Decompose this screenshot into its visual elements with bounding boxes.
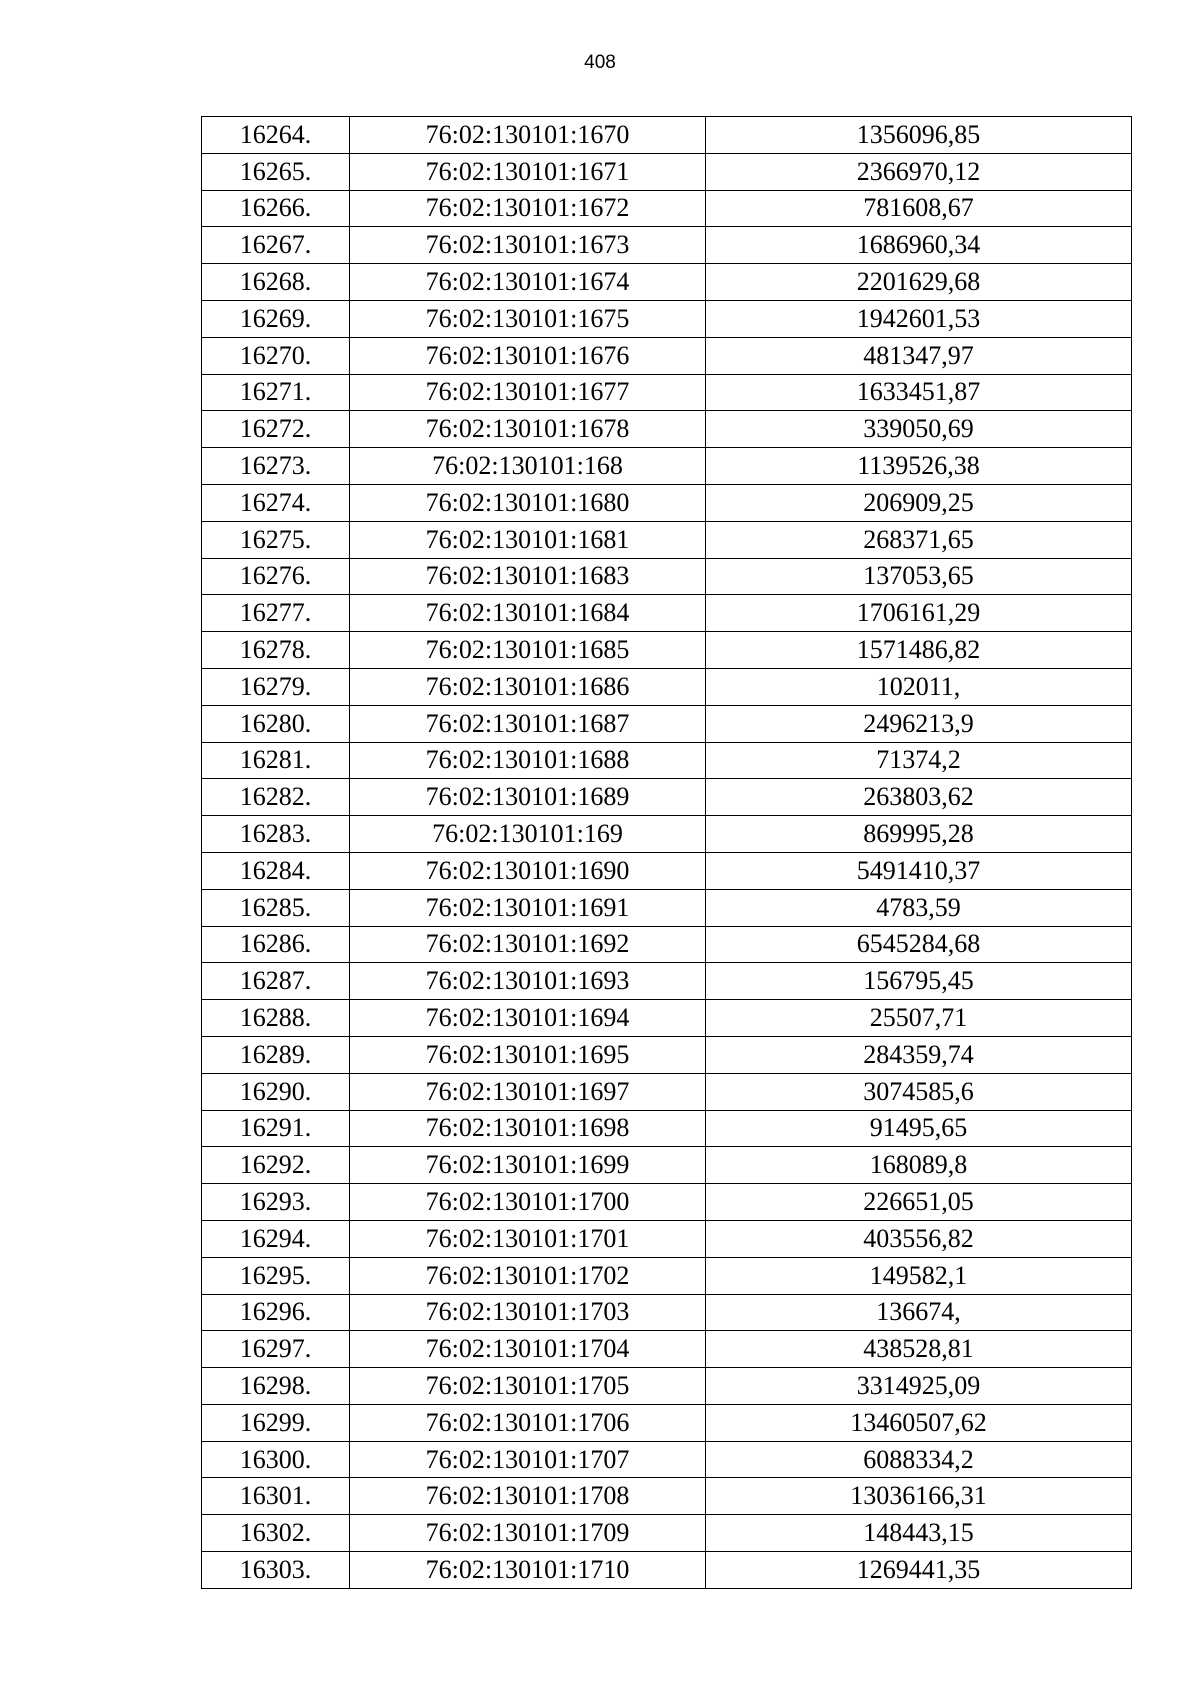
table-row <box>202 448 1132 485</box>
cadastral-number-cell: 76:02:130101:1703 <box>350 1294 706 1331</box>
cadastral-value-cell: 1686960,34 <box>706 227 1132 264</box>
row-number-cell: 16294. <box>202 1220 350 1257</box>
table-row <box>202 300 1132 337</box>
cadastral-value-cell: 226651,05 <box>706 1184 1132 1221</box>
cadastral-number-cell: 76:02:130101:1704 <box>350 1331 706 1368</box>
row-number-cell: 16271. <box>202 374 350 411</box>
row-number-cell: 16281. <box>202 742 350 779</box>
row-number-cell: 16290. <box>202 1073 350 1110</box>
table-row <box>202 1552 1132 1589</box>
row-number-cell: 16272. <box>202 411 350 448</box>
cadastral-number-cell: 76:02:130101:1690 <box>350 852 706 889</box>
cadastral-number-cell: 76:02:130101:1691 <box>350 889 706 926</box>
row-number-cell: 16265. <box>202 153 350 190</box>
cadastral-number-cell: 76:02:130101:1688 <box>350 742 706 779</box>
table-row <box>202 1331 1132 1368</box>
cadastral-number-cell: 76:02:130101:1701 <box>350 1220 706 1257</box>
row-number-cell: 16278. <box>202 632 350 669</box>
row-number-cell: 16296. <box>202 1294 350 1331</box>
table-row <box>202 1073 1132 1110</box>
table-body <box>202 117 1132 1589</box>
table-row <box>202 779 1132 816</box>
cadastral-value-cell: 1139526,38 <box>706 448 1132 485</box>
row-number-cell: 16269. <box>202 300 350 337</box>
row-number-cell: 16297. <box>202 1331 350 1368</box>
cadastral-value-cell: 1706161,29 <box>706 595 1132 632</box>
cadastral-value-cell: 3074585,6 <box>706 1073 1132 1110</box>
cadastral-value-cell: 1269441,35 <box>706 1552 1132 1589</box>
row-number-cell: 16275. <box>202 521 350 558</box>
cadastral-number-cell: 76:02:130101:1687 <box>350 705 706 742</box>
row-number-cell: 16274. <box>202 484 350 521</box>
cadastral-value-cell: 2201629,68 <box>706 264 1132 301</box>
row-number-cell: 16298. <box>202 1368 350 1405</box>
cadastral-number-cell: 76:02:130101:1706 <box>350 1404 706 1441</box>
cadastral-number-cell: 76:02:130101:1677 <box>350 374 706 411</box>
cadastral-value-cell: 403556,82 <box>706 1220 1132 1257</box>
cadastral-number-cell: 76:02:130101:1674 <box>350 264 706 301</box>
table-row <box>202 337 1132 374</box>
cadastral-value-cell: 438528,81 <box>706 1331 1132 1368</box>
cadastral-value-cell: 1571486,82 <box>706 632 1132 669</box>
table-row <box>202 963 1132 1000</box>
cadastral-value-cell: 781608,67 <box>706 190 1132 227</box>
table-row <box>202 411 1132 448</box>
cadastral-value-cell: 149582,1 <box>706 1257 1132 1294</box>
row-number-cell: 16282. <box>202 779 350 816</box>
row-number-cell: 16288. <box>202 1000 350 1037</box>
cadastral-number-cell: 76:02:130101:1678 <box>350 411 706 448</box>
cadastral-number-cell: 76:02:130101:1708 <box>350 1478 706 1515</box>
table-row <box>202 521 1132 558</box>
table-row <box>202 1441 1132 1478</box>
cadastral-value-cell: 5491410,37 <box>706 852 1132 889</box>
cadastral-number-cell: 76:02:130101:1681 <box>350 521 706 558</box>
cadastral-value-cell: 3314925,09 <box>706 1368 1132 1405</box>
cadastral-value-cell: 869995,28 <box>706 816 1132 853</box>
table-row <box>202 264 1132 301</box>
table-row <box>202 1220 1132 1257</box>
cadastral-value-cell: 284359,74 <box>706 1036 1132 1073</box>
cadastral-value-cell: 1942601,53 <box>706 300 1132 337</box>
cadastral-number-cell: 76:02:130101:1693 <box>350 963 706 1000</box>
row-number-cell: 16286. <box>202 926 350 963</box>
cadastral-value-cell: 91495,65 <box>706 1110 1132 1147</box>
table-row <box>202 1036 1132 1073</box>
table-row <box>202 558 1132 595</box>
cadastral-value-cell: 4783,59 <box>706 889 1132 926</box>
table-row <box>202 632 1132 669</box>
row-number-cell: 16283. <box>202 816 350 853</box>
table-row <box>202 1294 1132 1331</box>
table-row <box>202 1257 1132 1294</box>
table-row <box>202 926 1132 963</box>
table-row <box>202 1478 1132 1515</box>
table-row <box>202 484 1132 521</box>
cadastral-number-cell: 76:02:130101:1699 <box>350 1147 706 1184</box>
cadastral-number-cell: 76:02:130101:1686 <box>350 668 706 705</box>
table-row <box>202 1110 1132 1147</box>
table-row <box>202 668 1132 705</box>
cadastral-number-cell: 76:02:130101:1675 <box>350 300 706 337</box>
table-row <box>202 816 1132 853</box>
cadastral-number-cell: 76:02:130101:1710 <box>350 1552 706 1589</box>
table-row <box>202 1147 1132 1184</box>
cadastral-number-cell: 76:02:130101:1698 <box>350 1110 706 1147</box>
row-number-cell: 16270. <box>202 337 350 374</box>
cadastral-value-cell: 13460507,62 <box>706 1404 1132 1441</box>
cadastral-value-table <box>201 116 1132 1589</box>
table-row <box>202 117 1132 154</box>
cadastral-number-cell: 76:02:130101:1680 <box>350 484 706 521</box>
cadastral-number-cell: 76:02:130101:1683 <box>350 558 706 595</box>
table-row <box>202 374 1132 411</box>
cadastral-value-cell: 25507,71 <box>706 1000 1132 1037</box>
cadastral-number-cell: 76:02:130101:1709 <box>350 1515 706 1552</box>
cadastral-value-cell: 6545284,68 <box>706 926 1132 963</box>
cadastral-value-cell: 263803,62 <box>706 779 1132 816</box>
row-number-cell: 16276. <box>202 558 350 595</box>
cadastral-value-cell: 2366970,12 <box>706 153 1132 190</box>
table-row <box>202 190 1132 227</box>
cadastral-number-cell: 76:02:130101:1695 <box>350 1036 706 1073</box>
cadastral-value-cell: 13036166,31 <box>706 1478 1132 1515</box>
row-number-cell: 16291. <box>202 1110 350 1147</box>
cadastral-number-cell: 76:02:130101:168 <box>350 448 706 485</box>
row-number-cell: 16268. <box>202 264 350 301</box>
cadastral-number-cell: 76:02:130101:1673 <box>350 227 706 264</box>
cadastral-value-cell: 168089,8 <box>706 1147 1132 1184</box>
cadastral-value-cell: 206909,25 <box>706 484 1132 521</box>
row-number-cell: 16299. <box>202 1404 350 1441</box>
cadastral-value-cell: 71374,2 <box>706 742 1132 779</box>
cadastral-value-cell: 268371,65 <box>706 521 1132 558</box>
cadastral-number-cell: 76:02:130101:1684 <box>350 595 706 632</box>
cadastral-number-cell: 76:02:130101:1672 <box>350 190 706 227</box>
table-row <box>202 1000 1132 1037</box>
table-row <box>202 595 1132 632</box>
table-row <box>202 1368 1132 1405</box>
cadastral-value-cell: 339050,69 <box>706 411 1132 448</box>
row-number-cell: 16277. <box>202 595 350 632</box>
cadastral-value-cell: 137053,65 <box>706 558 1132 595</box>
cadastral-value-cell: 148443,15 <box>706 1515 1132 1552</box>
table-row <box>202 889 1132 926</box>
cadastral-value-cell: 1356096,85 <box>706 117 1132 154</box>
table-row <box>202 153 1132 190</box>
row-number-cell: 16273. <box>202 448 350 485</box>
cadastral-number-cell: 76:02:130101:1676 <box>350 337 706 374</box>
row-number-cell: 16267. <box>202 227 350 264</box>
row-number-cell: 16266. <box>202 190 350 227</box>
row-number-cell: 16284. <box>202 852 350 889</box>
table-row <box>202 742 1132 779</box>
row-number-cell: 16287. <box>202 963 350 1000</box>
cadastral-value-cell: 6088334,2 <box>706 1441 1132 1478</box>
row-number-cell: 16264. <box>202 117 350 154</box>
row-number-cell: 16280. <box>202 705 350 742</box>
row-number-cell: 16289. <box>202 1036 350 1073</box>
cadastral-number-cell: 76:02:130101:1707 <box>350 1441 706 1478</box>
cadastral-number-cell: 76:02:130101:1705 <box>350 1368 706 1405</box>
cadastral-value-cell: 2496213,9 <box>706 705 1132 742</box>
cadastral-number-cell: 76:02:130101:169 <box>350 816 706 853</box>
cadastral-value-cell: 481347,97 <box>706 337 1132 374</box>
cadastral-value-cell: 1633451,87 <box>706 374 1132 411</box>
table-row <box>202 1515 1132 1552</box>
cadastral-number-cell: 76:02:130101:1685 <box>350 632 706 669</box>
page-number: 408 <box>584 52 616 73</box>
row-number-cell: 16301. <box>202 1478 350 1515</box>
row-number-cell: 16302. <box>202 1515 350 1552</box>
table-row <box>202 852 1132 889</box>
table-row <box>202 1184 1132 1221</box>
cadastral-number-cell: 76:02:130101:1692 <box>350 926 706 963</box>
table-row <box>202 705 1132 742</box>
cadastral-number-cell: 76:02:130101:1689 <box>350 779 706 816</box>
cadastral-value-cell: 102011, <box>706 668 1132 705</box>
cadastral-number-cell: 76:02:130101:1702 <box>350 1257 706 1294</box>
row-number-cell: 16295. <box>202 1257 350 1294</box>
row-number-cell: 16303. <box>202 1552 350 1589</box>
table-row <box>202 1404 1132 1441</box>
cadastral-number-cell: 76:02:130101:1671 <box>350 153 706 190</box>
cadastral-number-cell: 76:02:130101:1697 <box>350 1073 706 1110</box>
row-number-cell: 16285. <box>202 889 350 926</box>
row-number-cell: 16279. <box>202 668 350 705</box>
cadastral-number-cell: 76:02:130101:1694 <box>350 1000 706 1037</box>
row-number-cell: 16293. <box>202 1184 350 1221</box>
cadastral-value-cell: 136674, <box>706 1294 1132 1331</box>
cadastral-number-cell: 76:02:130101:1670 <box>350 117 706 154</box>
cadastral-value-cell: 156795,45 <box>706 963 1132 1000</box>
cadastral-number-cell: 76:02:130101:1700 <box>350 1184 706 1221</box>
table-row <box>202 227 1132 264</box>
row-number-cell: 16300. <box>202 1441 350 1478</box>
row-number-cell: 16292. <box>202 1147 350 1184</box>
